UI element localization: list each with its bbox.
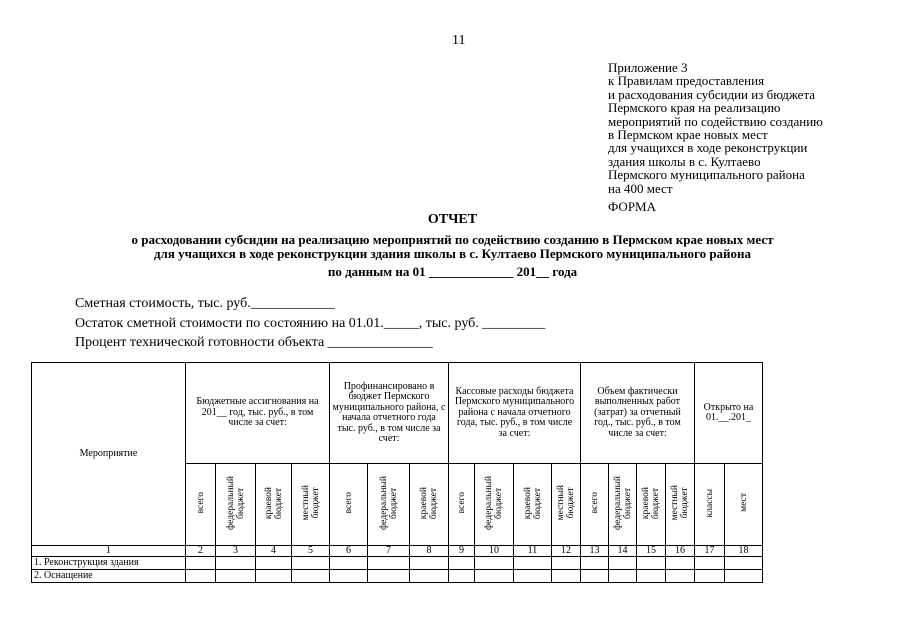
table-row — [32, 557, 763, 570]
table-cell — [552, 570, 581, 583]
column-number: 7 — [368, 546, 410, 557]
appendix-line: на 400 мест — [608, 180, 673, 196]
federal-l2: бюджет — [235, 487, 246, 519]
federal-l1: федеральный — [612, 475, 623, 530]
report-subtitle: о расходовании субсидии на реализацию мероприятий по содействию созданию в Пермском крае новых мест — [131, 232, 774, 247]
subheader-places — [725, 464, 763, 546]
column-number: 2 — [186, 546, 216, 557]
column-number: 8 — [410, 546, 449, 557]
column-number: 11 — [514, 546, 552, 557]
row-label-reconstruction: 1. Реконструкция здания — [32, 557, 186, 570]
appendix-line: здания школы в с. Култаево — [608, 153, 761, 169]
column-number: 14 — [609, 546, 637, 557]
estimated-cost-field: Сметная стоимость, тыс. руб.____________ — [75, 296, 335, 311]
subheader-total — [581, 464, 609, 546]
table-cell — [330, 557, 368, 570]
table-cell — [514, 557, 552, 570]
subheader-regional-text — [641, 487, 661, 519]
column-number-row — [32, 546, 763, 557]
appendix-line: в Пермском крае новых мест — [608, 127, 768, 143]
regional-l1: краевой — [419, 486, 429, 519]
appendix-line: Приложение 3 — [608, 60, 688, 75]
regional-l1: краевой — [641, 486, 651, 519]
column-number: 13 — [581, 546, 609, 557]
local-l2: бюджет — [310, 487, 321, 519]
subheader-federal — [475, 464, 514, 546]
regional-l1: краевой — [522, 486, 533, 519]
federal-l1: федеральный — [484, 475, 494, 530]
table-cell — [330, 570, 368, 583]
regional-l2: бюджет — [429, 487, 439, 519]
local-l2: бюджет — [680, 487, 690, 519]
report-subtitle: для учащихся в ходе реконструкции здания школы в с. Култаево Пермского муниципального района — [153, 246, 752, 261]
subheader-classes — [695, 464, 725, 546]
table-cell — [475, 557, 514, 570]
column-number: 5 — [292, 546, 330, 557]
regional-l2: бюджет — [273, 487, 284, 519]
table-cell — [368, 557, 410, 570]
row-label-equipment: 2. Оснащение — [32, 570, 186, 583]
federal-l1: федеральный — [225, 475, 236, 530]
table-cell — [449, 557, 475, 570]
column-number: 4 — [256, 546, 292, 557]
subheader-total — [330, 464, 368, 546]
column-number: 1 — [32, 546, 186, 557]
local-l2: бюджет — [566, 487, 576, 519]
form-label: ФОРМА — [608, 199, 656, 214]
subheader-total-text: всего — [456, 492, 467, 514]
table-cell — [186, 557, 216, 570]
header-opened: Открыто на 01.__.201_ — [695, 363, 763, 464]
appendix-block — [608, 61, 898, 195]
table-cell — [449, 570, 475, 583]
federal-l2: бюджет — [494, 487, 504, 519]
table-cell — [292, 557, 330, 570]
column-number: 10 — [475, 546, 514, 557]
table-cell — [666, 570, 695, 583]
subheader-local-text — [556, 485, 576, 520]
appendix-line: для учащихся в ходе реконструкции — [608, 140, 808, 156]
subheader-federal-text — [226, 476, 246, 530]
table-cell — [292, 570, 330, 583]
subheader-regional-text — [264, 487, 284, 519]
subheader-total-text: всего — [589, 492, 600, 514]
table-cell — [637, 570, 666, 583]
report-table — [31, 362, 763, 583]
appendix-line: и расходования субсидии из бюджета — [608, 86, 816, 102]
subheader-federal-text — [484, 476, 504, 530]
table-row — [32, 570, 763, 583]
subheader-local — [552, 464, 581, 546]
local-l1: местный — [556, 485, 566, 521]
table-cell — [725, 570, 763, 583]
table-cell — [695, 557, 725, 570]
table-cell — [581, 570, 609, 583]
subheader-total — [186, 464, 216, 546]
subheader-places-text: мест — [738, 493, 749, 513]
header-budget-allocations: Бюджетные ассигнования на 201__ год, тыс. руб., в том числе за счет: — [186, 363, 330, 464]
header-cash-expenses: Кассовые расходы бюджета Пермского муниципального района с начала отчетного года, тыс. руб., в том числе за счет: — [449, 363, 581, 464]
column-number: 6 — [330, 546, 368, 557]
table-cell — [216, 557, 256, 570]
header-work-volume: Объем фактически выполненных работ (затрат) за отчетный год., тыс. руб., в том числе за счет: — [581, 363, 695, 464]
local-l1: местный — [670, 485, 680, 521]
subheader-local-text — [670, 485, 690, 520]
column-number: 18 — [725, 546, 763, 557]
column-number: 12 — [552, 546, 581, 557]
appendix-line: мероприятий по содействию созданию — [608, 113, 823, 129]
header-financed: Профинансировано в бюджет Пермского муниципального района, с начала отчетного года тыс. руб., в том числе за счет: — [330, 363, 449, 464]
regional-l2: бюджет — [651, 487, 661, 519]
table-cell — [695, 570, 725, 583]
subheader-regional — [410, 464, 449, 546]
table-cell — [410, 570, 449, 583]
table-cell — [256, 570, 292, 583]
subheader-regional-text — [523, 487, 543, 519]
table-cell — [581, 557, 609, 570]
appendix-line: Пермского края на реализацию — [608, 100, 781, 116]
subheader-federal-text — [379, 476, 399, 530]
table-cell — [609, 570, 637, 583]
column-number: 16 — [666, 546, 695, 557]
subheader-federal-text — [613, 476, 633, 530]
column-number: 9 — [449, 546, 475, 557]
table-cell — [368, 570, 410, 583]
table-cell — [552, 557, 581, 570]
appendix-line: Пермского муниципального района — [608, 167, 805, 183]
table-cell — [186, 570, 216, 583]
subheader-federal — [368, 464, 410, 546]
local-l1: местный — [300, 485, 311, 521]
regional-l1: краевой — [263, 486, 274, 519]
page-number: 11 — [452, 33, 466, 48]
subheader-regional-text — [419, 487, 439, 519]
subheader-local-text — [301, 485, 321, 520]
table-cell — [666, 557, 695, 570]
subheader-regional — [256, 464, 292, 546]
table-cell — [637, 557, 666, 570]
column-number: 3 — [216, 546, 256, 557]
report-title: ОТЧЕТ — [427, 212, 478, 227]
appendix-line: к Правилам предоставления — [608, 73, 765, 89]
subheader-classes-text: классы — [704, 488, 715, 517]
federal-l2: бюджет — [622, 487, 633, 519]
table-cell — [475, 570, 514, 583]
table-cell — [410, 557, 449, 570]
subheader-total — [449, 464, 475, 546]
subheader-regional — [514, 464, 552, 546]
table-cell — [514, 570, 552, 583]
remaining-cost-field: Остаток сметной стоимости по состоянию на 01.01._____, тыс. руб. _________ — [75, 316, 546, 331]
column-number: 17 — [695, 546, 725, 557]
subheader-total-text: всего — [343, 492, 354, 514]
table-cell — [256, 557, 292, 570]
federal-l2: бюджет — [388, 487, 399, 519]
regional-l2: бюджет — [532, 487, 543, 519]
report-date-line: по данным на 01 _____________ 201__ года — [327, 264, 578, 279]
subheader-regional — [637, 464, 666, 546]
table-cell — [609, 557, 637, 570]
subheader-total-text: всего — [195, 492, 206, 514]
subheader-local — [666, 464, 695, 546]
column-number: 15 — [637, 546, 666, 557]
subheader-federal — [216, 464, 256, 546]
federal-l1: федеральный — [378, 475, 389, 530]
table-cell — [216, 570, 256, 583]
subheader-local — [292, 464, 330, 546]
table-cell — [725, 557, 763, 570]
readiness-field: Процент технической готовности объекта _______________ — [75, 335, 433, 350]
subheader-federal — [609, 464, 637, 546]
header-event: Мероприятие — [32, 363, 186, 546]
